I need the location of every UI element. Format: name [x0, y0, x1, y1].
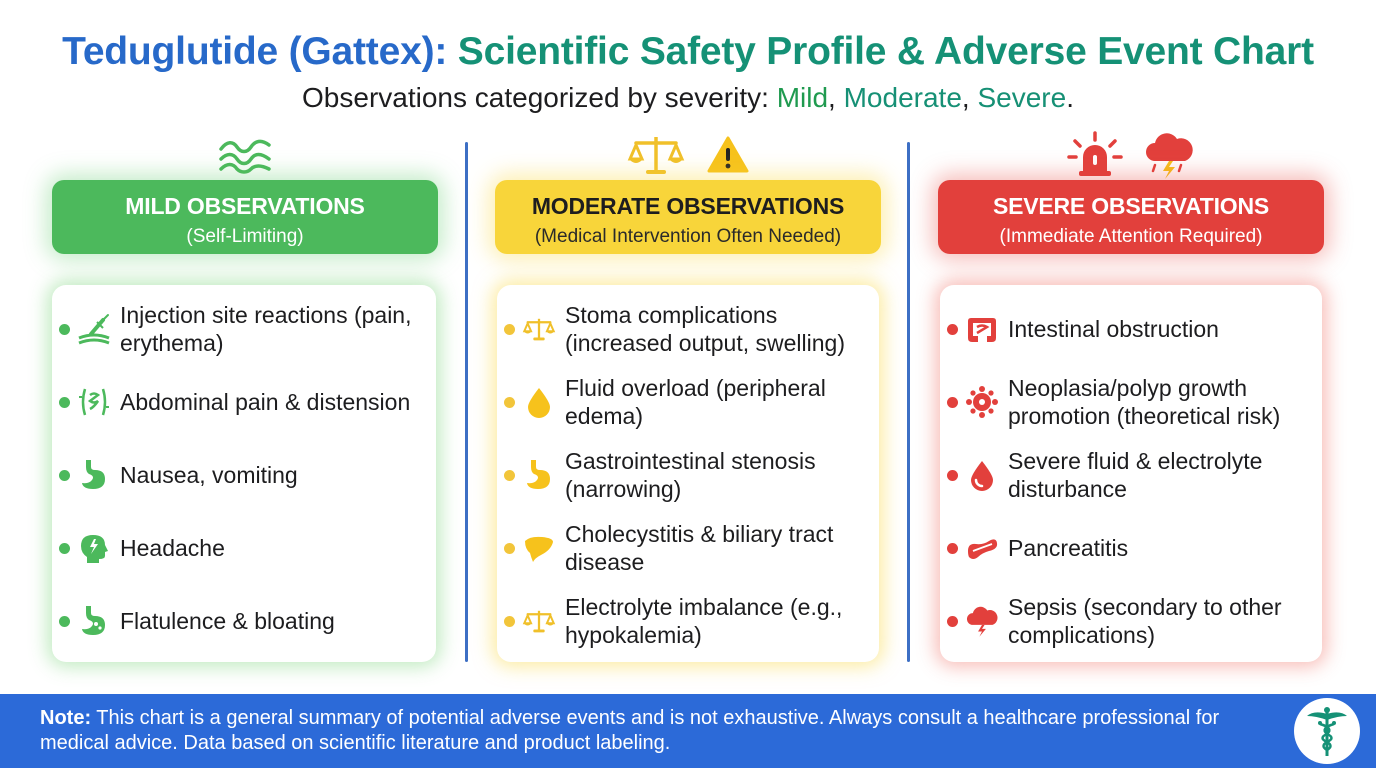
- list-item: [940, 293, 1322, 365]
- mild-top-icons: [52, 130, 438, 180]
- subtitle-end: .: [1066, 82, 1074, 113]
- item-text: Stoma complications (increased output, swelling): [565, 302, 845, 356]
- subtitle-prefix: Observations categorized by severity:: [302, 82, 777, 113]
- bullet: [947, 324, 958, 335]
- bullet: [504, 324, 515, 335]
- severe-header: [938, 180, 1324, 254]
- list-item: [940, 439, 1322, 511]
- item-text: Injection site reactions (pain, erythema): [120, 302, 412, 356]
- list-item: [940, 366, 1322, 438]
- droplet-icon: [521, 384, 557, 420]
- mild-header-title: MILD OBSERVATIONS: [125, 193, 365, 219]
- moderate-header-subtitle: (Medical Intervention Often Needed): [534, 226, 842, 247]
- severe-header-title: SEVERE OBSERVATIONS: [992, 193, 1270, 219]
- item-text: Electrolyte imbalance (e.g., hypokalemia): [565, 594, 843, 648]
- list-item: [497, 512, 879, 584]
- drop-icon: [964, 457, 1000, 493]
- title-chart-name: Scientific Safety Profile & Adverse Event Chart: [457, 30, 1314, 73]
- list-item: [497, 439, 879, 511]
- severe-header-subtitle: (Immediate Attention Required): [999, 226, 1263, 247]
- list-item: [497, 366, 879, 438]
- bullet: [947, 543, 958, 554]
- page-title: [0, 30, 1376, 74]
- moderate-header: [495, 180, 881, 254]
- item-text: Neoplasia/polyp growth promotion (theoretical risk): [1008, 375, 1281, 429]
- liver-icon: [521, 530, 557, 566]
- bullet: [504, 397, 515, 408]
- column-divider-left: [465, 142, 468, 662]
- stomach-icon: [76, 457, 112, 493]
- mild-header: [52, 180, 438, 254]
- bullet: [59, 397, 70, 408]
- bullet: [59, 543, 70, 554]
- item-text: Sepsis (secondary to other complications): [1008, 594, 1282, 648]
- warning-icon: [706, 135, 750, 175]
- page-subtitle: [0, 82, 1376, 114]
- intestine-icon: [964, 311, 1000, 347]
- bullet: [59, 324, 70, 335]
- list-item: [52, 366, 436, 438]
- bullet: [947, 397, 958, 408]
- column-divider-right: [907, 142, 910, 662]
- footer-note-label: Note:: [40, 707, 92, 729]
- bullet: [59, 470, 70, 481]
- scales-icon: [521, 603, 557, 639]
- list-item: [940, 512, 1322, 584]
- mild-list-panel: [52, 285, 436, 662]
- item-text: Gastrointestinal stenosis (narrowing): [565, 448, 816, 502]
- storm-icon: [964, 603, 1000, 639]
- list-item: [497, 293, 879, 365]
- footer-note: [40, 706, 1270, 756]
- item-text: Nausea, vomiting: [120, 462, 298, 488]
- footer-note-bar: [0, 694, 1376, 768]
- scales-icon: [521, 311, 557, 347]
- subtitle-sep1: ,: [828, 82, 844, 113]
- bullet: [947, 616, 958, 627]
- pancreas-icon: [964, 530, 1000, 566]
- caduceus-icon: [1294, 698, 1360, 764]
- item-text: Abdominal pain & distension: [120, 389, 411, 415]
- footer-note-text: This chart is a general summary of potential adverse events and is not exhaustive. Always consult a healthcare professional for medical advice. Data based on scientific literature and product labeling.: [40, 707, 1220, 754]
- subtitle-moderate: Moderate: [843, 82, 962, 113]
- subtitle-mild: Mild: [776, 82, 829, 113]
- stomach-icon: [521, 457, 557, 493]
- list-item: [497, 585, 879, 657]
- stomach-bloating-icon: [76, 603, 112, 639]
- list-item: [940, 585, 1322, 657]
- item-text: Severe fluid & electrolyte disturbance: [1008, 448, 1263, 502]
- title-drug-name: Teduglutide (Gattex):: [62, 30, 448, 73]
- moderate-list-panel: [497, 285, 879, 662]
- item-text: Pancreatitis: [1008, 535, 1129, 561]
- list-item: [52, 439, 436, 511]
- moderate-top-icons: [495, 130, 881, 180]
- item-text: Headache: [120, 535, 225, 561]
- bullet: [504, 543, 515, 554]
- mild-header-subtitle: (Self-Limiting): [186, 226, 304, 247]
- moderate-header-title: MODERATE OBSERVATIONS: [531, 193, 845, 219]
- storm-icon: [1143, 131, 1195, 179]
- item-text: Cholecystitis & biliary tract disease: [565, 521, 834, 575]
- item-text: Fluid overload (peripheral edema): [565, 375, 826, 429]
- list-item: [52, 293, 436, 365]
- severe-top-icons: [938, 130, 1324, 180]
- severe-list-panel: [940, 285, 1322, 662]
- bullet: [59, 616, 70, 627]
- abdomen-icon: [76, 384, 112, 420]
- bullet: [947, 470, 958, 481]
- subtitle-sep2: ,: [961, 82, 978, 113]
- bullet: [504, 616, 515, 627]
- cell-icon: [964, 384, 1000, 420]
- list-item: [52, 585, 436, 657]
- item-text: Flatulence & bloating: [120, 608, 335, 634]
- subtitle-severe: Severe: [977, 82, 1067, 113]
- headache-icon: [76, 530, 112, 566]
- list-item: [52, 512, 436, 584]
- scales-icon: [626, 133, 686, 177]
- injection-icon: [76, 311, 112, 347]
- alarm-icon: [1067, 131, 1123, 179]
- item-text: Intestinal obstruction: [1008, 316, 1219, 342]
- waves-icon: [215, 135, 275, 175]
- bullet: [504, 470, 515, 481]
